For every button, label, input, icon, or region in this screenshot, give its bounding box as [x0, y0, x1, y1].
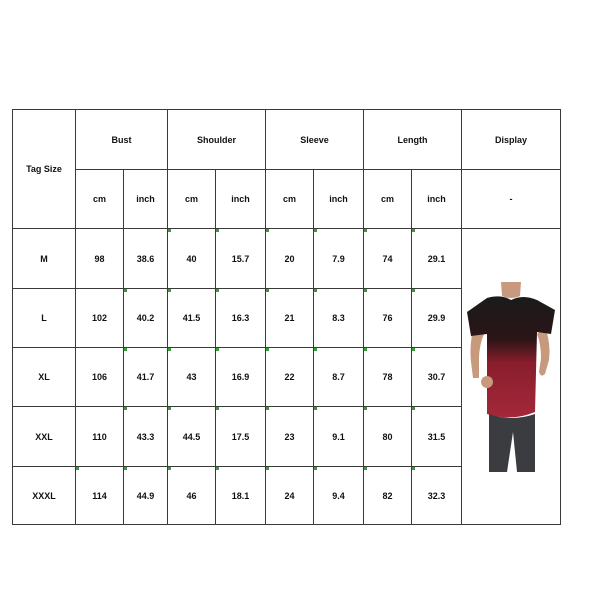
- size-label: XXXL: [13, 467, 76, 525]
- table-cell: 46: [168, 467, 216, 525]
- table-cell: 16.3: [216, 289, 266, 348]
- table-cell: 8.7: [314, 348, 364, 407]
- bust-header: Bust: [76, 110, 168, 170]
- table-cell: 22: [266, 348, 314, 407]
- group-header-row: [13, 110, 561, 170]
- table-cell: 18.1: [216, 467, 266, 525]
- display-placeholder: -: [462, 170, 561, 229]
- unit-header: inch: [216, 170, 266, 229]
- unit-header-row: [13, 170, 561, 229]
- unit-header: cm: [364, 170, 412, 229]
- table-cell: 98: [76, 229, 124, 289]
- table-cell: 30.7: [412, 348, 462, 407]
- unit-header: cm: [76, 170, 124, 229]
- unit-header: inch: [314, 170, 364, 229]
- table-cell: 82: [364, 467, 412, 525]
- shoulder-header: Shoulder: [168, 110, 266, 170]
- unit-header: cm: [168, 170, 216, 229]
- table-cell: 41.5: [168, 289, 216, 348]
- table-cell: 114: [76, 467, 124, 525]
- table-cell: 31.5: [412, 407, 462, 467]
- table-cell: 76: [364, 289, 412, 348]
- table-cell: 29.1: [412, 229, 462, 289]
- table-cell: 40: [168, 229, 216, 289]
- table-cell: 43.3: [124, 407, 168, 467]
- table-cell: 20: [266, 229, 314, 289]
- table-cell: 15.7: [216, 229, 266, 289]
- table-cell: 43: [168, 348, 216, 407]
- table-cell: 44.9: [124, 467, 168, 525]
- table-cell: 80: [364, 407, 412, 467]
- tshirt-model-icon: [465, 282, 557, 472]
- sleeve-header: Sleeve: [266, 110, 364, 170]
- table-cell: 17.5: [216, 407, 266, 467]
- table-cell: 9.4: [314, 467, 364, 525]
- table-cell: 110: [76, 407, 124, 467]
- size-label: XXL: [13, 407, 76, 467]
- table-cell: 9.1: [314, 407, 364, 467]
- table-cell: 106: [76, 348, 124, 407]
- table-cell: 24: [266, 467, 314, 525]
- display-image-cell: [462, 229, 561, 525]
- table-cell: 23: [266, 407, 314, 467]
- length-header: Length: [364, 110, 462, 170]
- unit-header: cm: [266, 170, 314, 229]
- table-cell: 44.5: [168, 407, 216, 467]
- size-label: L: [13, 289, 76, 348]
- size-chart-table: [12, 109, 561, 525]
- unit-header: inch: [124, 170, 168, 229]
- table-cell: 74: [364, 229, 412, 289]
- table-cell: 32.3: [412, 467, 462, 525]
- table-cell: 40.2: [124, 289, 168, 348]
- table-cell: 7.9: [314, 229, 364, 289]
- table-cell: 21: [266, 289, 314, 348]
- size-label: XL: [13, 348, 76, 407]
- table-cell: 29.9: [412, 289, 462, 348]
- table-cell: 16.9: [216, 348, 266, 407]
- table-cell: 38.6: [124, 229, 168, 289]
- table-cell: 78: [364, 348, 412, 407]
- table-cell: 102: [76, 289, 124, 348]
- table-cell: 8.3: [314, 289, 364, 348]
- unit-header: inch: [412, 170, 462, 229]
- table-cell: 41.7: [124, 348, 168, 407]
- table-row: [13, 229, 561, 289]
- display-header: Display: [462, 110, 561, 170]
- size-label: M: [13, 229, 76, 289]
- tag-size-header: Tag Size: [13, 110, 76, 229]
